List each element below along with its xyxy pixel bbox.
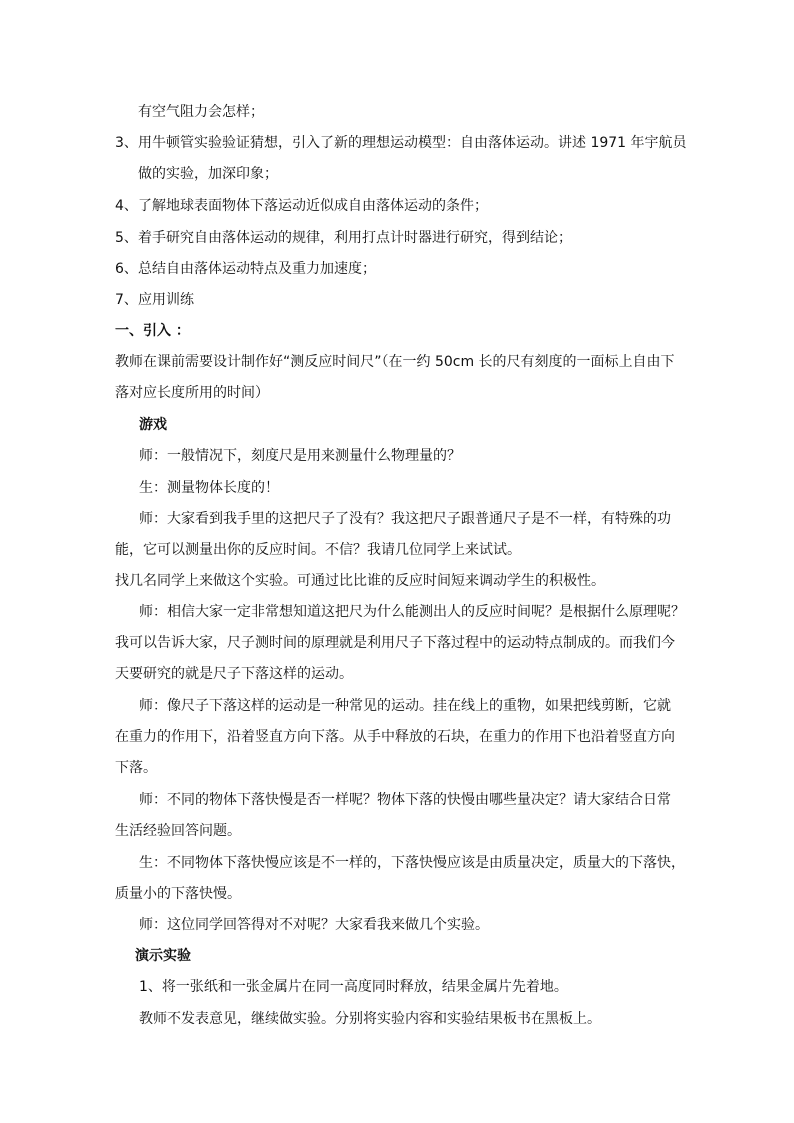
list-number: 3、 (115, 135, 138, 151)
list-text: 总结自由落体运动特点及重力加速度； (138, 261, 376, 277)
text-line: 生活经验回答问题。 (115, 823, 241, 839)
list-item-4 (115, 196, 488, 216)
text-line: 落对应长度所用的时间） (115, 385, 269, 401)
text-line: 下落。 (115, 760, 157, 776)
list-number: 5、 (115, 230, 138, 246)
text-line: 在重力的作用下，沿着竖直方向下落。从手中释放的石块，在重力的作用下也沿着竖直方向 (115, 729, 675, 745)
list-text: 了解地球表面物体下落运动近似成自由落体运动的条件； (138, 198, 488, 214)
text-line: 教师在课前需要设计制作好“测反应时间尺”（在一约 50cm 长的尺有刻度的一面标上自由下 (115, 354, 675, 370)
list-item-5 (115, 228, 572, 248)
dialogue-line: 师：这位同学回答得对不对呢？大家看我来做几个实验。 (139, 917, 489, 933)
dialogue-line: 师：相信大家一定非常想知道这把尺为什么能测出人的反应时间呢？是根据什么原理呢？ (139, 604, 685, 620)
text-line: 我可以告诉大家，尺子测时间的原理就是利用尺子下落过程中的运动特点制成的。而我们今 (115, 635, 675, 651)
section-heading: 一、引入 ： (115, 323, 190, 339)
list-text: 用牛顿管实验验证猜想，引入了新的理想运动模型：自由落体运动。讲述 1971 年宇航员 (138, 135, 687, 151)
dialogue-line: 生：不同物体下落快慢应该是不一样的，下落快慢应该是由质量决定，质量大的下落快， (139, 855, 685, 871)
list-number: 4、 (115, 198, 138, 214)
list-item-7 (115, 290, 194, 310)
list-number: 7、 (115, 292, 138, 308)
dialogue-line: 师：大家看到我手里的这把尺子了没有？我这把尺子跟普通尺子是不一样，有特殊的功 (139, 511, 671, 527)
dialogue-line: 师：不同的物体下落快慢是否一样呢？物体下落的快慢由哪些量决定？请大家结合日常 (139, 792, 671, 808)
text-line: 1、将一张纸和一张金属片在同一高度同时释放，结果金属片先着地。 (139, 979, 568, 995)
text-line: 质量小的下落快慢。 (115, 886, 241, 902)
text-line: 做的实验，加深印象； (138, 166, 278, 182)
text-line: 找几名同学上来做这个实验。可通过比比谁的反应时间短来调动学生的积极性。 (115, 573, 605, 589)
list-item-6 (115, 259, 376, 279)
subheading-demo: 演示实验 (135, 948, 191, 964)
dialogue-line: 师：一般情况下，刻度尺是用来测量什么物理量的？ (139, 448, 461, 464)
dialogue-line: 生：测量物体长度的！ (139, 480, 279, 496)
list-number: 6、 (115, 261, 138, 277)
text-line: 能，它可以测量出你的反应时间。不信？我请几位同学上来试试。 (115, 542, 521, 558)
text-line: 天要研究的就是尺子下落这样的运动。 (115, 666, 353, 682)
list-item-3 (115, 133, 687, 153)
dialogue-line: 师：像尺子下落这样的运动是一种常见的运动。挂在线上的重物，如果把线剪断，它就 (139, 698, 671, 714)
text-line: 有空气阻力会怎样； (138, 104, 264, 120)
list-text: 着手研究自由落体运动的规律，利用打点计时器进行研究，得到结论； (138, 230, 572, 246)
text-line: 教师不发表意见，继续做实验。分别将实验内容和实验结果板书在黑板上。 (139, 1011, 601, 1027)
list-text: 应用训练 (138, 292, 194, 308)
subheading-game: 游戏 (139, 417, 167, 433)
